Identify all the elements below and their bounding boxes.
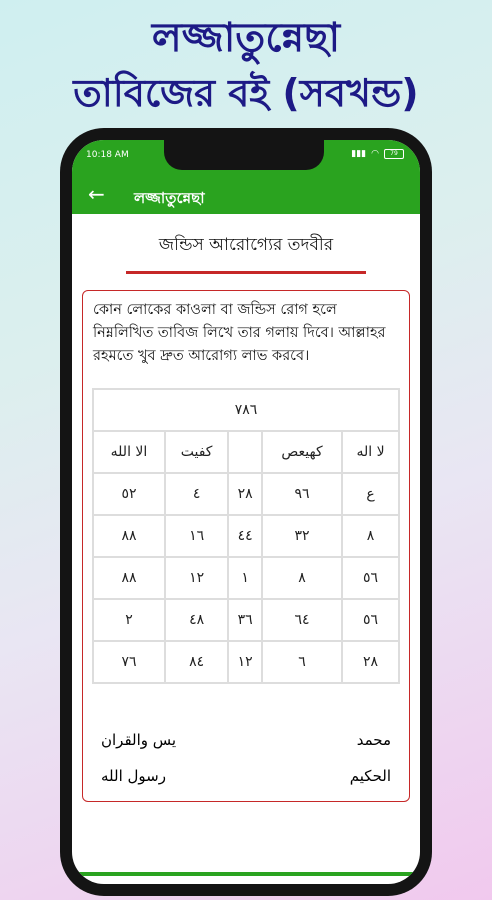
table-cell: ٥٦ xyxy=(342,599,399,641)
signature-text: يس والقران xyxy=(101,731,177,749)
table-cell: ٣٢ xyxy=(262,515,342,557)
table-row xyxy=(93,431,399,473)
promo-headline-line2: তাবিজের বই (সবখন্ড) xyxy=(73,71,419,115)
table-row xyxy=(93,515,399,557)
table-cell: ٣٦ xyxy=(228,599,262,641)
signature-block xyxy=(101,731,391,803)
table-row xyxy=(93,389,399,431)
table-row xyxy=(93,473,399,515)
signature-text: الحكيم xyxy=(349,767,391,785)
table-cell xyxy=(228,431,262,473)
status-bar xyxy=(72,140,420,178)
table-cell: كفيت xyxy=(165,431,228,473)
status-time: 10:18 AM xyxy=(86,150,129,160)
wifi-icon: ◠ xyxy=(371,149,379,159)
table-cell: ٤٨ xyxy=(165,599,228,641)
table-cell: ١٦ xyxy=(165,515,228,557)
app-title: লজ্জাতুন্নেছা xyxy=(134,189,205,207)
table-cell: ٦٤ xyxy=(262,599,342,641)
table-cell: ٥٢ xyxy=(93,473,165,515)
signal-icon: ▮▮▮ xyxy=(351,149,367,159)
table-cell: ٦ xyxy=(262,641,342,683)
table-cell: ١٢ xyxy=(228,641,262,683)
body-text: কোন লোকের কাওলা বা জন্ডিস রোগ হলে নিম্নলিখিত তাবিজ লিখে তার গলায় দিবে। আল্লাহর রহমতে খুব দ্রুত আরোগ্য লাভ করবে। xyxy=(93,302,386,364)
signature-text: محمد xyxy=(356,731,391,749)
table-top-cell: ٧٨٦ xyxy=(93,389,399,431)
back-arrow-icon[interactable]: ← xyxy=(88,182,105,206)
table-cell: ١٢ xyxy=(165,557,228,599)
table-cell: ٨ xyxy=(342,515,399,557)
phone-screen xyxy=(72,140,420,884)
table-cell: لا اله xyxy=(342,431,399,473)
table-cell: ع xyxy=(342,473,399,515)
status-icons xyxy=(351,149,404,159)
table-cell: ٤٤ xyxy=(228,515,262,557)
table-cell: ٩٦ xyxy=(262,473,342,515)
taweez-table xyxy=(92,388,400,684)
table-row xyxy=(93,557,399,599)
promo-headline-line1: লজ্জাতুন্নেছা xyxy=(151,15,341,61)
table-cell: ٥٦ xyxy=(342,557,399,599)
table-cell: ٢ xyxy=(93,599,165,641)
app-bar xyxy=(72,178,420,214)
signature-row xyxy=(101,731,391,749)
table-cell: كهيعص xyxy=(262,431,342,473)
table-cell: ٨٨ xyxy=(93,515,165,557)
table-cell: ٢٨ xyxy=(228,473,262,515)
bottom-accent-bar xyxy=(72,872,420,876)
section-title: জন্ডিস আরোগ্যের তদবীর xyxy=(158,235,334,255)
signature-row xyxy=(101,767,391,785)
camera-notch xyxy=(164,140,324,170)
table-cell: ٢٨ xyxy=(342,641,399,683)
signature-text: رسول الله xyxy=(101,767,166,785)
table-cell: ١ xyxy=(228,557,262,599)
phone-frame xyxy=(60,128,432,896)
table-cell: ٧٦ xyxy=(93,641,165,683)
table-row xyxy=(93,599,399,641)
table-cell: ٨٨ xyxy=(93,557,165,599)
table-cell: ٨٤ xyxy=(165,641,228,683)
table-row xyxy=(93,641,399,683)
table-cell: ٤ xyxy=(165,473,228,515)
table-cell: ٨ xyxy=(262,557,342,599)
content-card xyxy=(82,290,410,802)
table-cell: الا الله xyxy=(93,431,165,473)
battery-icon: 79 xyxy=(384,149,404,159)
title-underline xyxy=(126,271,366,274)
